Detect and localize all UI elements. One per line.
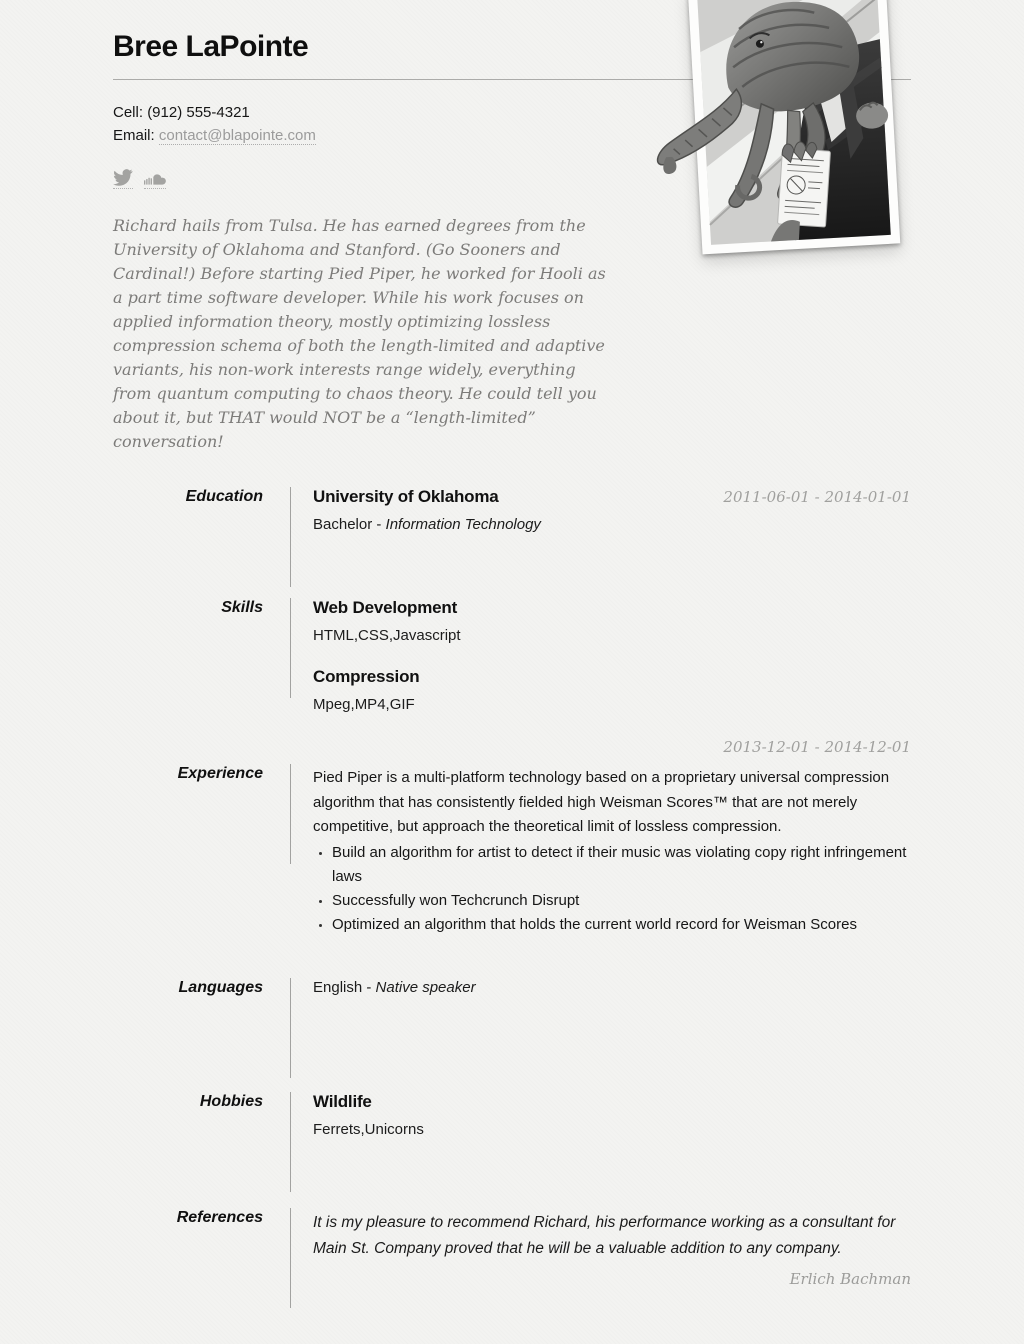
language-name: English - bbox=[313, 979, 376, 996]
section-skills bbox=[113, 598, 911, 738]
intro-paragraph: Richard hails from Tulsa. He has earned degrees from the University of Oklahoma and Stanford. (Go Sooners and Cardinal!) Before starting Pied Piper, he worked for Hooli as a part time software developer. While his work focuses on applied information theory, mostly optimizing lossless compression schema of both the length-limited and adaptive variants, his non-work interests range widely, everything from quantum computing to chaos theory. He could tell you about it, but THAT would NOT be a “length-limited” conversation! bbox=[113, 216, 606, 451]
hobby-title: Wildlife bbox=[313, 1092, 372, 1111]
resume-sections bbox=[113, 487, 911, 1288]
page-title: Bree LaPointe bbox=[113, 30, 309, 63]
experience-row bbox=[113, 764, 911, 937]
experience-date: 2013-12-01 - 2014-12-01 bbox=[723, 738, 911, 756]
section-divider bbox=[263, 598, 313, 738]
references-label: References bbox=[176, 1209, 263, 1226]
experience-label: Experience bbox=[177, 765, 263, 782]
reference-quote: It is my pleasure to recommend Richard, his performance working as a consultant for Main St. Company proved that he will be a valuable addition to any company. bbox=[313, 1214, 896, 1257]
section-experience bbox=[113, 738, 911, 978]
education-content bbox=[313, 487, 911, 598]
section-divider bbox=[263, 1092, 313, 1208]
section-references bbox=[113, 1208, 911, 1288]
skill-title: Compression bbox=[313, 667, 420, 686]
soundcloud-icon bbox=[144, 173, 166, 190]
section-divider bbox=[263, 764, 313, 937]
email-link[interactable]: contact@blapointe.com bbox=[158, 127, 316, 144]
language-level: Native speaker bbox=[375, 979, 476, 996]
references-content bbox=[313, 1208, 911, 1288]
skill-title: Web Development bbox=[313, 598, 458, 617]
languages-label: Languages bbox=[178, 979, 263, 996]
section-hobbies bbox=[113, 1092, 911, 1208]
skills-label: Skills bbox=[221, 599, 263, 616]
education-label: Education bbox=[185, 488, 263, 505]
twitter-icon bbox=[113, 173, 133, 190]
skills-content bbox=[313, 598, 911, 738]
resume-page bbox=[113, 0, 911, 1288]
twitter-link[interactable] bbox=[113, 169, 133, 189]
section-languages bbox=[113, 978, 911, 1092]
experience-summary: Pied Piper is a multi-platform technology based on a proprietary universal compression algorithm that has consistently fielded high Weisman Scores™ that are not merely competitive, but approach the theoretical limit of lossless compression. bbox=[313, 769, 890, 835]
education-school: University of Oklahoma bbox=[313, 487, 499, 506]
experience-bullets bbox=[318, 841, 911, 937]
reference-signature: Erlich Bachman bbox=[789, 1270, 911, 1288]
cthulhu-portrait-illustration bbox=[697, 0, 891, 245]
skill-detail: HTML,CSS,Javascript bbox=[313, 627, 461, 644]
education-date: 2011-06-01 - 2014-01-01 bbox=[723, 488, 911, 506]
skill-item bbox=[313, 667, 911, 713]
degree-prefix: Bachelor - bbox=[313, 516, 386, 533]
soundcloud-link[interactable] bbox=[144, 173, 166, 189]
cell-label: Cell: bbox=[113, 104, 144, 121]
experience-content bbox=[313, 764, 911, 937]
email-label: Email: bbox=[113, 127, 155, 144]
hobbies-label: Hobbies bbox=[199, 1093, 263, 1110]
experience-bullet: • Optimized an algorithm that holds the current world record for Weisman Scores bbox=[332, 913, 911, 937]
hobbies-content bbox=[313, 1092, 911, 1208]
languages-content bbox=[313, 978, 911, 1092]
profile-photo bbox=[688, 0, 901, 254]
education-degree bbox=[313, 516, 911, 533]
section-education bbox=[113, 487, 911, 598]
section-divider bbox=[263, 487, 313, 598]
skill-detail: Mpeg,MP4,GIF bbox=[313, 696, 415, 713]
experience-bullet: • Build an algorithm for artist to detect if their music was violating copy right infringement laws bbox=[332, 841, 911, 889]
degree-field: Information Technology bbox=[385, 516, 541, 533]
hobby-detail: Ferrets,Unicorns bbox=[313, 1121, 424, 1138]
experience-bullet: • Successfully won Techcrunch Disrupt bbox=[332, 889, 911, 913]
section-divider bbox=[263, 1208, 313, 1288]
skill-item bbox=[313, 598, 911, 644]
cell-value: (912) 555-4321 bbox=[147, 104, 250, 121]
section-divider bbox=[263, 978, 313, 1092]
